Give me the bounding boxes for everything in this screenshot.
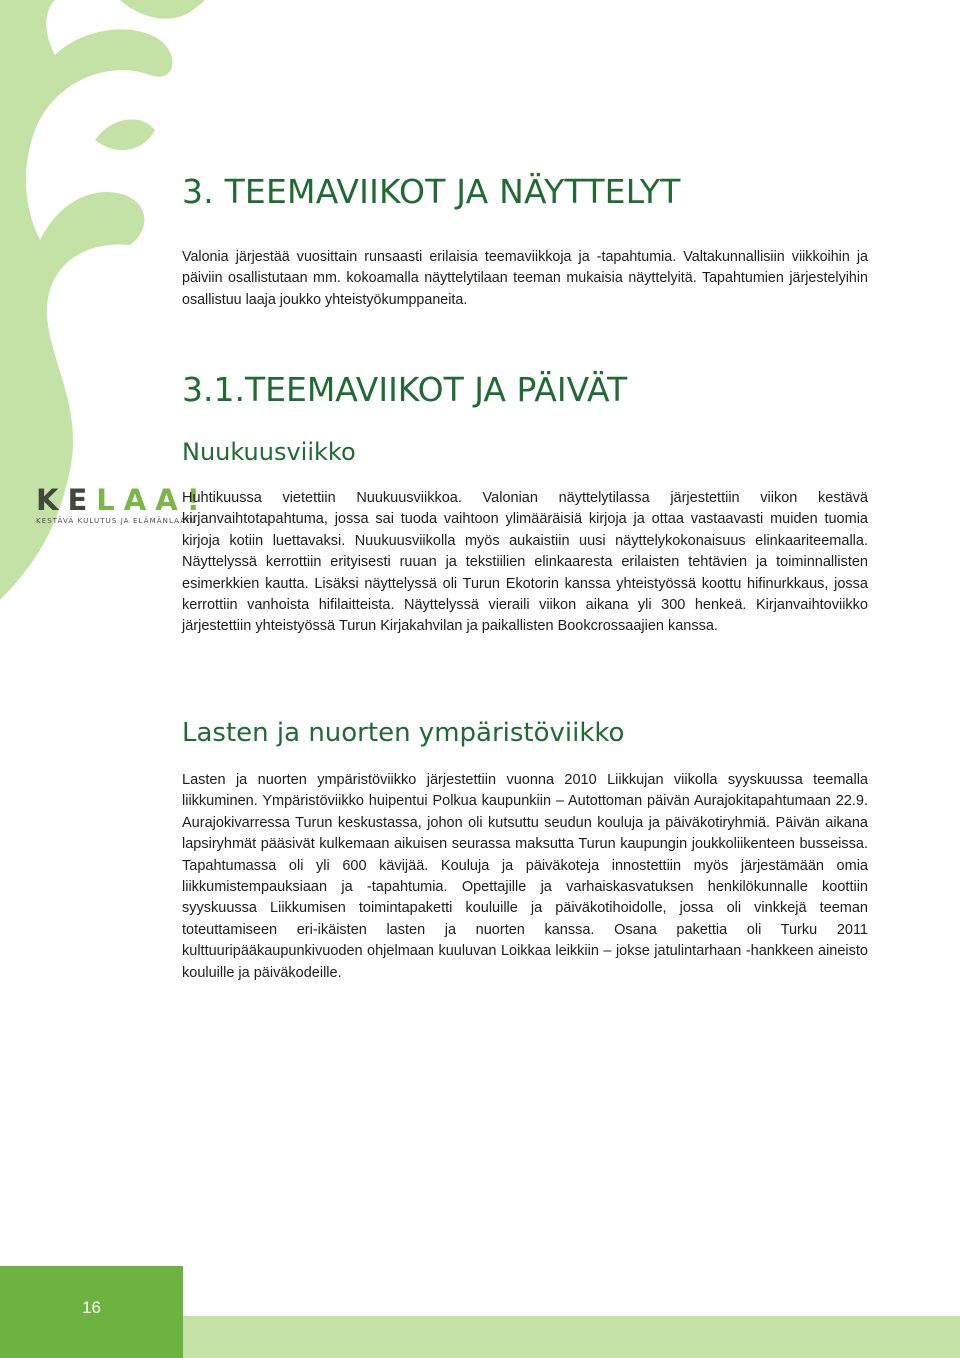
lasten-body: Lasten ja nuorten ympäristöviikko järjestettiin vuonna 2010 Liikkujan viikolla syyskuussa teemalla liikkuminen. Ympäristöviikko huipentui Polkua kaupunkiin – Autottoman päivän Aurajokitapahtumaan 22.9. Aurajokivarressa Turun keskustassa, johon oli kutsuttu seudun kouluja ja päiväkotiryhmiä. Päivän aikana lapsiryhmät pääsivät kulkemaan aikuisen seurassa maksutta Turun kaupungin joukkoliikenteen busseissa. Tapahtumassa oli yli 600 kävijää. Kouluja ja päiväkoteja innostettiin myös järjestämään omia liikkumistempauksiaan ja -tapahtumia. Opettajille ja varhaiskasvatuksen henkilökunnalle koottiin syyskuussa Liikkumisen toimintapaketti kouluille ja päiväkotihoidolle, jossa oli vinkkejä teeman toteuttamiseen eri-ikäisten lasten ja nuorten kanssa. Osana pakettia oli Turku 2011 kulttuuripääkaupunkivuoden ohjelmaan kuuluvan Loikkaa leikkiin – jokse jatulintarhaan -hankkeen aineisto kouluille ja päiväkodeille.: [182, 772, 868, 981]
kelaa-wordmark-dark: KE: [36, 483, 97, 517]
lasten-heading: Lasten ja nuorten ympäristöviikko: [182, 718, 625, 748]
chapter-title: 3. TEEMAVIIKOT JA NÄYTTELYT: [182, 172, 681, 211]
kelaa-logo: [36, 483, 209, 525]
kelaa-tagline: KESTÄVÄ KULUTUS JA ELÄMÄNLAATU: [36, 517, 198, 525]
nuukuusviikko-body: Huhtikuussa vietettiin Nuukuusviikkoa. Valonian näyttelytilassa järjestettiin viikon kestävä kirjanvaihtotapahtuma, jossa sai tuoda vaihtoon ylimääräisiä kirjoja ja ottaa vastaavasti muiden tuomia kirjoja kotiin luettavaksi. Nuukuusviikolla myös aukaistiin uusi näyttelykokonaisuus elinkaariteemalla. Näyttelyssä kerrottiin erityisesti ruuan ja tekstiilien elinkaaresta erilaisten tehtävien ja toiminnallisten esimerkkien kautta. Lisäksi näyttelyssä oli Turun Ekotorin kanssa yhteistyössä koottu hifinurkkaus, jossa kerrottiin vanhoista hifilaitteista. Näyttelyssä vieraili viikon aikana yli 300 henkeä. Kirjanvaihtoviikko järjestettiin yhteistyössä Turun Kirjakahvilan ja paikallisten Bookcrossaajien kanssa.: [182, 490, 868, 635]
section-title: 3.1.TEEMAVIIKOT JA PÄIVÄT: [182, 370, 628, 409]
kelaa-wordmark: [36, 483, 209, 517]
kelaa-wordmark-green: LAA!: [96, 483, 209, 517]
nuukuusviikko-heading: Nuukuusviikko: [182, 438, 356, 466]
chapter-intro: Valonia järjestää vuosittain runsaasti erilaisia teemaviikkoja ja -tapahtumia. Valtakunnallisiin viikkoihin ja päiviin osallistutaan mm. kokoamalla näyttelytilaan teeman mukaisia näyttelyitä. Tapahtumien järjestelyihin osallistuu laaja joukko yhteistyökumppaneita.: [182, 249, 868, 308]
page-number: 16: [82, 1298, 101, 1317]
